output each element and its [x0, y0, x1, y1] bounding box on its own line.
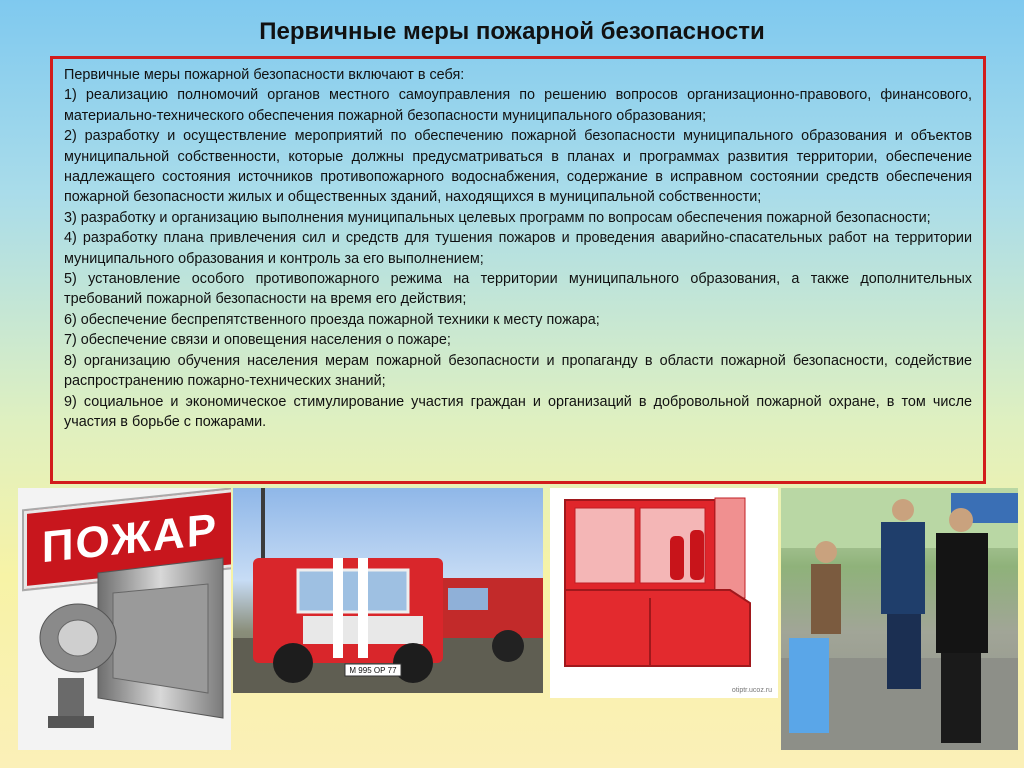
people-icon: [781, 488, 1018, 750]
measure-item-1: 1) реализацию полномочий органов местного самоуправления по решению вопросов организационно-правового, финансового, материально-технического обеспечения пожарной безопасности муниципального образования;: [64, 87, 972, 124]
fire-alarm-photo: [18, 488, 231, 750]
measure-item-4: 4) разработку плана привлечения сил и средств для тушения пожаров и проведения аварийно-спасательных работ на территории муниципального образования и контроль за его выполнением;: [64, 230, 972, 267]
license-plate: М 995 ОР 77: [349, 666, 397, 675]
fire-inspection-photo: [781, 488, 1018, 750]
fire-cabinet-photo: [550, 488, 778, 698]
measure-item-9: 9) социальное и экономическое стимулирование участия граждан и организаций в добровольной пожарной охране, в том числе участия в борьбе с пожарами.: [64, 393, 972, 430]
measure-item-7: 7) обеспечение связи и оповещения населения о пожаре;: [64, 332, 451, 349]
measure-item-2: 2) разработку и осуществление мероприятий по обеспечению пожарной безопасности муниципального образования и объектов муниципальной собственности, которые должны предусматриваться в планах и программах развития территории, обеспечение надлежащего состояния источников противопожарного водоснабжения, содержание в исправном состоянии средств обеспечения пожарной безопасности жилых и общественных зданий, находящихся в муниципальной собственности;: [64, 128, 972, 206]
fire-trucks-photo: [233, 488, 543, 693]
page-title: Первичные меры пожарной безопасности: [259, 18, 765, 45]
watermark: otiptr.ucoz.ru: [731, 687, 772, 694]
measure-item-6: 6) обеспечение беспрепятственного проезда пожарной техники к месту пожара;: [64, 311, 600, 328]
fire-sign-text: ПОЖАР: [41, 504, 219, 573]
fire-truck-icon: [233, 488, 543, 693]
measure-item-8: 8) организацию обучения населения мерам пожарной безопасности и пропаганду в области пожарной безопасности, содействие распространению пожарно-технических знаний;: [64, 352, 972, 390]
measure-item-3: 3) разработку и организацию выполнения муниципальных целевых программ по вопросам обеспечения пожарной безопасности;: [64, 209, 931, 226]
measures-text-box: [50, 56, 986, 484]
measure-item-5: 5) установление особого противопожарного режима на территории муниципального образования, а также дополнительных требований пожарной безопасности на время его действия;: [64, 271, 972, 308]
fire-cabinet-icon: [550, 488, 778, 698]
siren-horn-icon: [18, 488, 231, 750]
intro-paragraph: Первичные меры пожарной безопасности включают в себя:: [64, 67, 465, 83]
